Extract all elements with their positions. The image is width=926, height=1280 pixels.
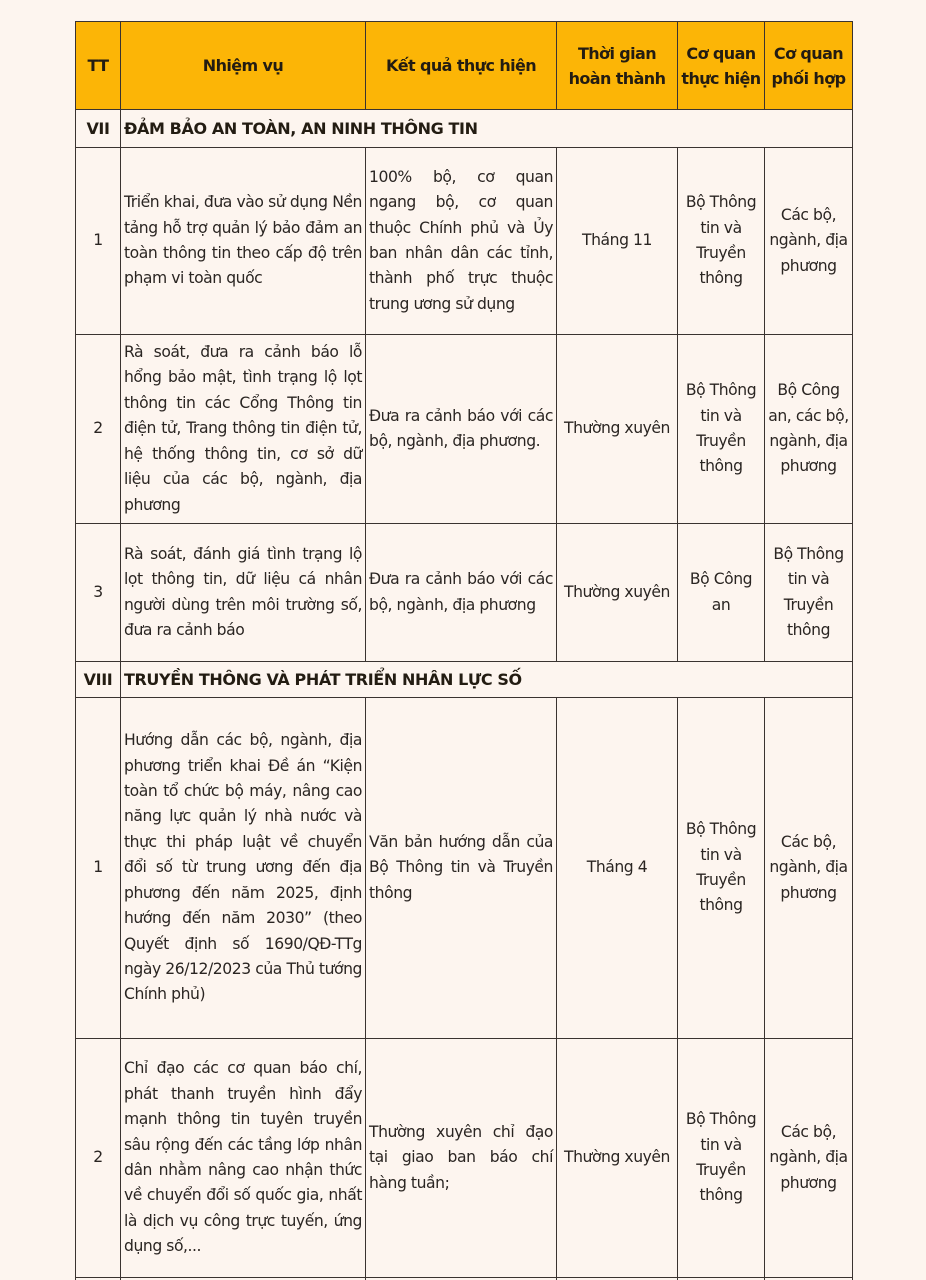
time-cell: Thường xuyên [557,335,678,524]
result-cell: Văn bản hướng dẫn của Bộ Thông tin và Truyền thông [366,698,557,1039]
row-number: 2 [76,335,121,524]
partner-cell: Các bộ, ngành, địa phương [765,1039,853,1278]
section-title: ĐẢM BẢO AN TOÀN, AN NINH THÔNG TIN [121,110,853,148]
table-row [76,698,853,1039]
header-task: Nhiệm vụ [121,22,366,110]
time-cell: Thường xuyên [557,524,678,662]
section-number: VIII [76,662,121,698]
result-cell: 100% bộ, cơ quan ngang bộ, cơ quan thuộc Chính phủ và Ủy ban nhân dân các tỉnh, thành phố trực thuộc trung ương sử dụng [366,148,557,335]
section-row-vii [76,110,853,148]
table-header-row [76,22,853,110]
table-row [76,148,853,335]
partner-cell: Bộ Công an, các bộ, ngành, địa phương [765,335,853,524]
table-row [76,335,853,524]
table-row [76,1039,853,1278]
result-cell: Thường xuyên chỉ đạo tại giao ban báo chí hàng tuần; [366,1039,557,1278]
partner-cell: Bộ Thông tin và Truyền thông [765,524,853,662]
result-cell: Đưa ra cảnh báo với các bộ, ngành, địa phương [366,524,557,662]
row-number: 2 [76,1039,121,1278]
row-number: 1 [76,148,121,335]
agency-cell: Bộ Thông tin và Truyền thông [678,698,765,1039]
task-cell: Rà soát, đưa ra cảnh báo lỗ hổng bảo mật, tình trạng lộ lọt thông tin các Cổng Thông tin điện tử, Trang thông tin điện tử, hệ thống thông tin, cơ sở dữ liệu của các bộ, ngành, địa phương [121,335,366,524]
section-title: TRUYỀN THÔNG VÀ PHÁT TRIỂN NHÂN LỰC SỐ [121,662,853,698]
time-cell: Tháng 11 [557,148,678,335]
partner-cell: Các bộ, ngành, địa phương [765,698,853,1039]
partner-cell: Các bộ, ngành, địa phương [765,148,853,335]
header-agency: Cơ quan thực hiện [678,22,765,110]
row-number: 1 [76,698,121,1039]
header-time: Thời gian hoàn thành [557,22,678,110]
task-cell: Triển khai, đưa vào sử dụng Nền tảng hỗ trợ quản lý bảo đảm an toàn thông tin theo cấp độ trên phạm vi toàn quốc [121,148,366,335]
agency-cell: Bộ Thông tin và Truyền thông [678,335,765,524]
task-plan-table [75,21,853,1280]
agency-cell: Bộ Công an [678,524,765,662]
task-cell: Hướng dẫn các bộ, ngành, địa phương triển khai Đề án “Kiện toàn tổ chức bộ máy, nâng cao năng lực quản lý nhà nước và thực thi pháp luật về chuyển đổi số từ trung ương đến địa phương đến năm 2025, định hướng đến năm 2030” (theo Quyết định số 1690/QĐ-TTg ngày 26/12/2023 của Thủ tướng Chính phủ) [121,698,366,1039]
time-cell: Thường xuyên [557,1039,678,1278]
task-cell: Rà soát, đánh giá tình trạng lộ lọt thông tin, dữ liệu cá nhân người dùng trên môi trường số, đưa ra cảnh báo [121,524,366,662]
header-partner: Cơ quan phối hợp [765,22,853,110]
section-row-viii [76,662,853,698]
section-number: VII [76,110,121,148]
agency-cell: Bộ Thông tin và Truyền thông [678,1039,765,1278]
time-cell: Tháng 4 [557,698,678,1039]
header-tt: TT [76,22,121,110]
row-number: 3 [76,524,121,662]
agency-cell: Bộ Thông tin và Truyền thông [678,148,765,335]
table-row [76,524,853,662]
result-cell: Đưa ra cảnh báo với các bộ, ngành, địa phương. [366,335,557,524]
task-cell: Chỉ đạo các cơ quan báo chí, phát thanh truyền hình đẩy mạnh thông tin tuyên truyền sâu rộng đến các tầng lớp nhân dân nhằm nâng cao nhận thức về chuyển đổi số quốc gia, nhất là dịch vụ công trực tuyến, ứng dụng số,... [121,1039,366,1278]
header-result: Kết quả thực hiện [366,22,557,110]
